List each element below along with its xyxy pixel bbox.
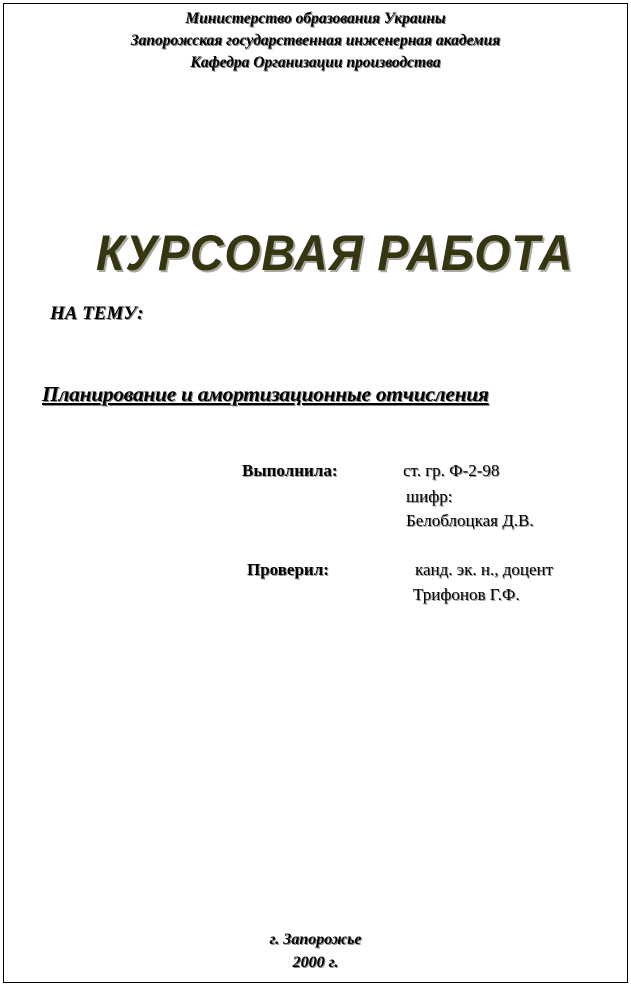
page-title: КУРСОВАЯ РАБОТА [96,225,574,281]
performed-label: Выполнила: [242,461,338,480]
topic-label: НА ТЕМУ: [50,303,144,324]
checked-label: Проверил: [247,560,329,579]
topic-title: Планирование и амортизационные отчисления [42,382,489,406]
academy-line: Запорожская государственная инженерная академия [130,32,501,49]
footer-block [0,928,631,974]
supervisor-degree: канд. эк. н., доцент [415,560,554,579]
student-cipher: шифр: [406,487,453,506]
header-block [0,8,631,74]
student-name: Белоблоцкая Д.В. [406,511,534,530]
city: г. Запорожье [269,931,362,948]
year: 2000 г. [292,954,339,971]
ministry-line: Министерство образования Украины [185,10,446,27]
page-border [3,3,628,983]
supervisor-name: Трифонов Г.Ф. [413,585,520,604]
student-group: ст. гр. Ф-2-98 [403,461,500,480]
department-line: Кафедра Организации производства [190,54,441,71]
